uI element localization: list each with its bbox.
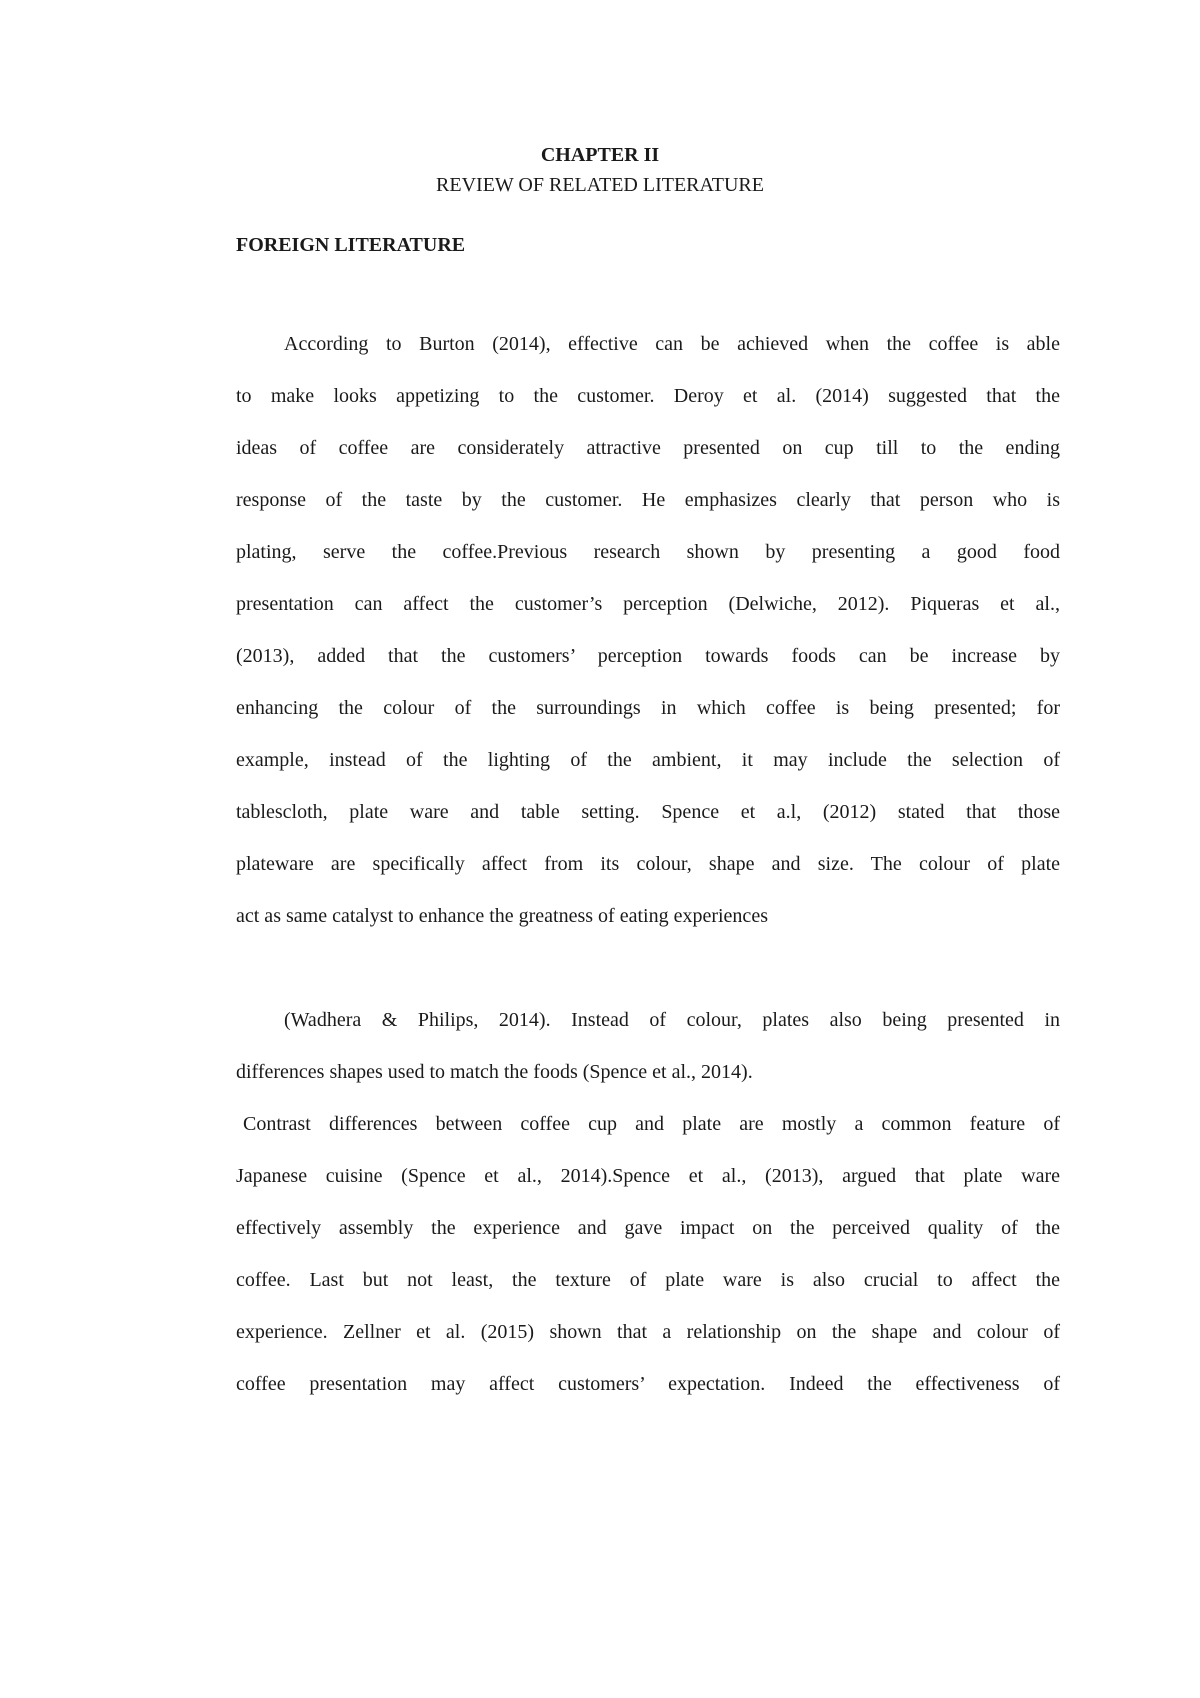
paragraph-1-line: to make looks appetizing to the customer. Deroy et al. (2014) suggested that the [236,385,1060,407]
paragraph-1-line: enhancing the colour of the surroundings in which coffee is being presented; for [236,697,1060,719]
paragraph-1-line: example, instead of the lighting of the ambient, it may include the selection of [236,749,1060,771]
chapter-title: REVIEW OF RELATED LITERATURE [436,174,764,196]
paragraph-3-line: experience. Zellner et al. (2015) shown that a relationship on the shape and colour of [236,1321,1060,1343]
chapter-number: CHAPTER II [540,144,660,166]
paragraph-3-line: coffee presentation may affect customers’ expectation. Indeed the effectiveness of [236,1373,1060,1395]
paragraph-1-line: act as same catalyst to enhance the greatness of eating experiences [236,905,768,927]
paragraph-3-line: effectively assembly the experience and gave impact on the perceived quality of the [236,1217,1060,1239]
paragraph-1-line: tablescloth, plate ware and table setting. Spence et a.l, (2012) stated that those [236,801,1060,823]
paragraph-1-line: plating, serve the coffee.Previous research shown by presenting a good food [236,541,1060,563]
paragraph-3-line: Contrast differences between coffee cup and plate are mostly a common feature of [243,1113,1060,1135]
paragraph-1-line: presentation can affect the customer’s perception (Delwiche, 2012). Piqueras et al., [236,593,1060,615]
paragraph-1-line: response of the taste by the customer. He emphasizes clearly that person who is [236,489,1060,511]
paragraph-2-line: (Wadhera & Philips, 2014). Instead of colour, plates also being presented in [284,1009,1060,1031]
paragraph-3-line: coffee. Last but not least, the texture of plate ware is also crucial to affect the [236,1269,1060,1291]
paragraph-2-line: differences shapes used to match the foods (Spence et al., 2014). [236,1061,753,1083]
section-heading: FOREIGN LITERATURE [236,234,466,256]
paragraph-1-line: plateware are specifically affect from its colour, shape and size. The colour of plate [236,853,1060,875]
paragraph-1-line: (2013), added that the customers’ perception towards foods can be increase by [236,645,1060,667]
paragraph-1-line: ideas of coffee are considerately attractive presented on cup till to the ending [236,437,1060,459]
paragraph-1-line: According to Burton (2014), effective can be achieved when the coffee is able [284,333,1060,355]
paragraph-3-line: Japanese cuisine (Spence et al., 2014).Spence et al., (2013), argued that plate ware [236,1165,1060,1187]
